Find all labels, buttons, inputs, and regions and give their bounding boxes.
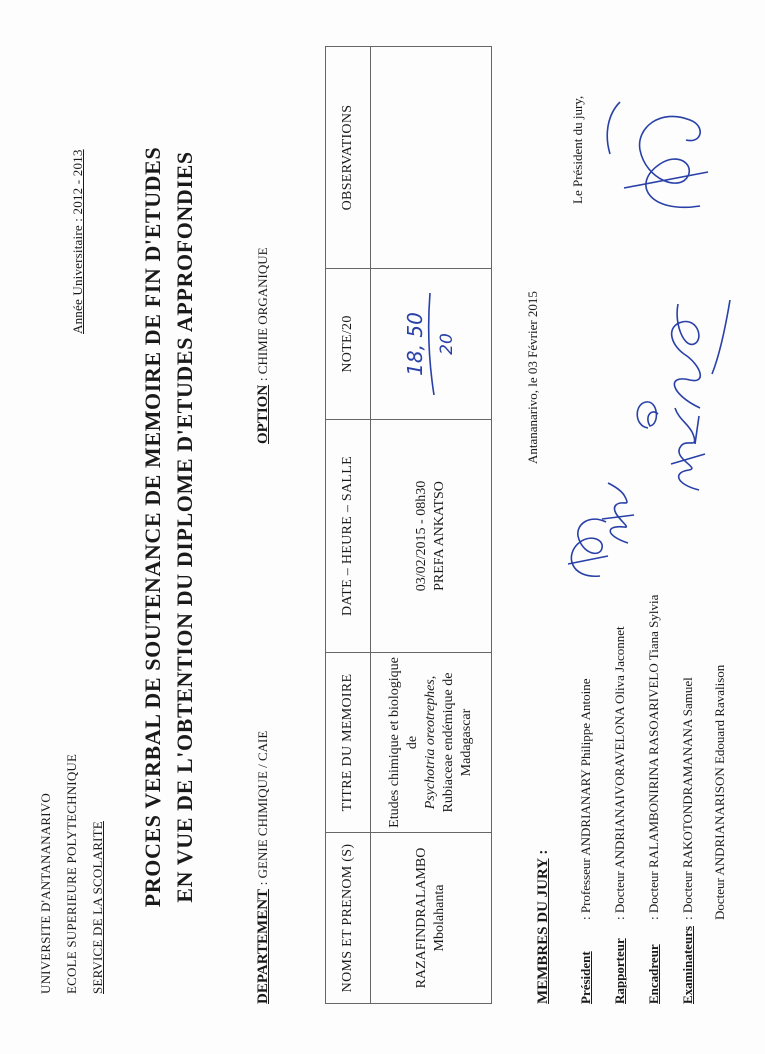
table-header-row [326, 47, 371, 1004]
jury-heading-label: MEMBRES DU JURY [535, 858, 551, 1004]
thesis-title-line-4: Madagascar [459, 708, 474, 777]
jury-heading [535, 850, 552, 1004]
jury-member-text: : Docteur ANDRIANAIVORAVELONA Oliva Jaconnet [612, 626, 627, 920]
table-row [371, 47, 492, 1004]
academic-year-text: Année Universitaire : 2012 - 2013 [70, 149, 85, 334]
thesis-title-line-3: Rubiaceae endémique de [441, 672, 456, 813]
col-header-title: TITRE DU MEMOIRE [326, 653, 371, 833]
option-line [255, 247, 272, 444]
col-header-names: NOMS ET PRENOM (S) [326, 833, 371, 1004]
jury-role: Encadreur [646, 944, 661, 1004]
service-name: SERVICE DE LA SCOLARITE [90, 821, 105, 994]
defense-room: PREFA ANKATSO [432, 481, 447, 591]
option-value: : CHIMIE ORGANIQUE [255, 247, 270, 382]
department-line [255, 731, 272, 1004]
option-label: OPTION [255, 384, 271, 444]
jury-member-encadreur [646, 595, 662, 1004]
jury-heading-colon: : [535, 849, 551, 859]
place-date: Antananarivo, le 03 Février 2015 [525, 291, 540, 464]
results-table [325, 46, 492, 1004]
cell-title [371, 653, 492, 833]
col-header-date: DATE – HEURE – SALLE [326, 420, 371, 653]
jury-member-text: Docteur ANDRIANARISON Edouard Ravalison [712, 664, 727, 920]
cell-note [371, 269, 492, 420]
jury-role: Rapporteur [612, 938, 627, 1004]
student-firstname: Mbolahanta [432, 884, 447, 952]
university-name: UNIVERSITE D'ANTANANARIVO [38, 793, 53, 994]
jury-member-examinateur-2 [712, 665, 728, 920]
jury-member-text: : Docteur RAKOTONDRAMANANA Samuel [680, 677, 695, 920]
department-value: : GENIE CHIMIQUE / CAIE [255, 730, 270, 886]
thesis-title-line-1: Etudes chimique et biologique de [387, 657, 420, 828]
president-label: Le Président du jury, [570, 95, 585, 204]
jury-member-rapporteur [612, 626, 628, 1004]
note-value: 18, 50 [403, 312, 427, 376]
department-label: DEPARTEMENT [255, 888, 271, 1004]
jury-role: Président [578, 951, 593, 1004]
jury-member-text: : Docteur RALAMBONIRINA RASOARIVELO Tiana Sylvia [646, 594, 661, 920]
defense-date: 03/02/2015 - 08h30 [414, 480, 429, 592]
col-header-note: NOTE/20 [326, 269, 371, 420]
note-denominator: 20 [437, 333, 457, 355]
thesis-title-line-2: Psychotria oreotrephes, [423, 675, 438, 810]
jury-member-examinateur-1 [680, 677, 696, 1004]
cell-name [371, 833, 492, 1004]
jury-member-president [578, 679, 594, 1004]
title-line-2: EN VUE DE L'OBTENTION DU DIPLOME D'ETUDES APPROFONDIES [172, 151, 197, 903]
signature-examinateur-1 [665, 404, 710, 494]
academic-year [70, 149, 86, 334]
school-name: ECOLE SUPERIEURE POLYTECHNIQUE [64, 753, 79, 994]
cell-date [371, 420, 492, 653]
cell-observations [371, 47, 492, 269]
jury-member-text: : Professeur ANDRIANARY Philippe Antoine [578, 678, 593, 920]
jury-role: Examinateurs [680, 926, 695, 1004]
col-header-observations: OBSERVATIONS [326, 47, 371, 269]
title-line-1: PROCES VERBAL DE SOUTENANCE DE MEMOIRE DE FIN D'ETUDES [140, 146, 165, 908]
signature-rapporteur [598, 479, 638, 549]
student-lastname: RAZAFINDRALAMBO [414, 847, 429, 989]
signature-examinateur-2 [660, 294, 740, 414]
signature-jury-president [590, 84, 720, 224]
